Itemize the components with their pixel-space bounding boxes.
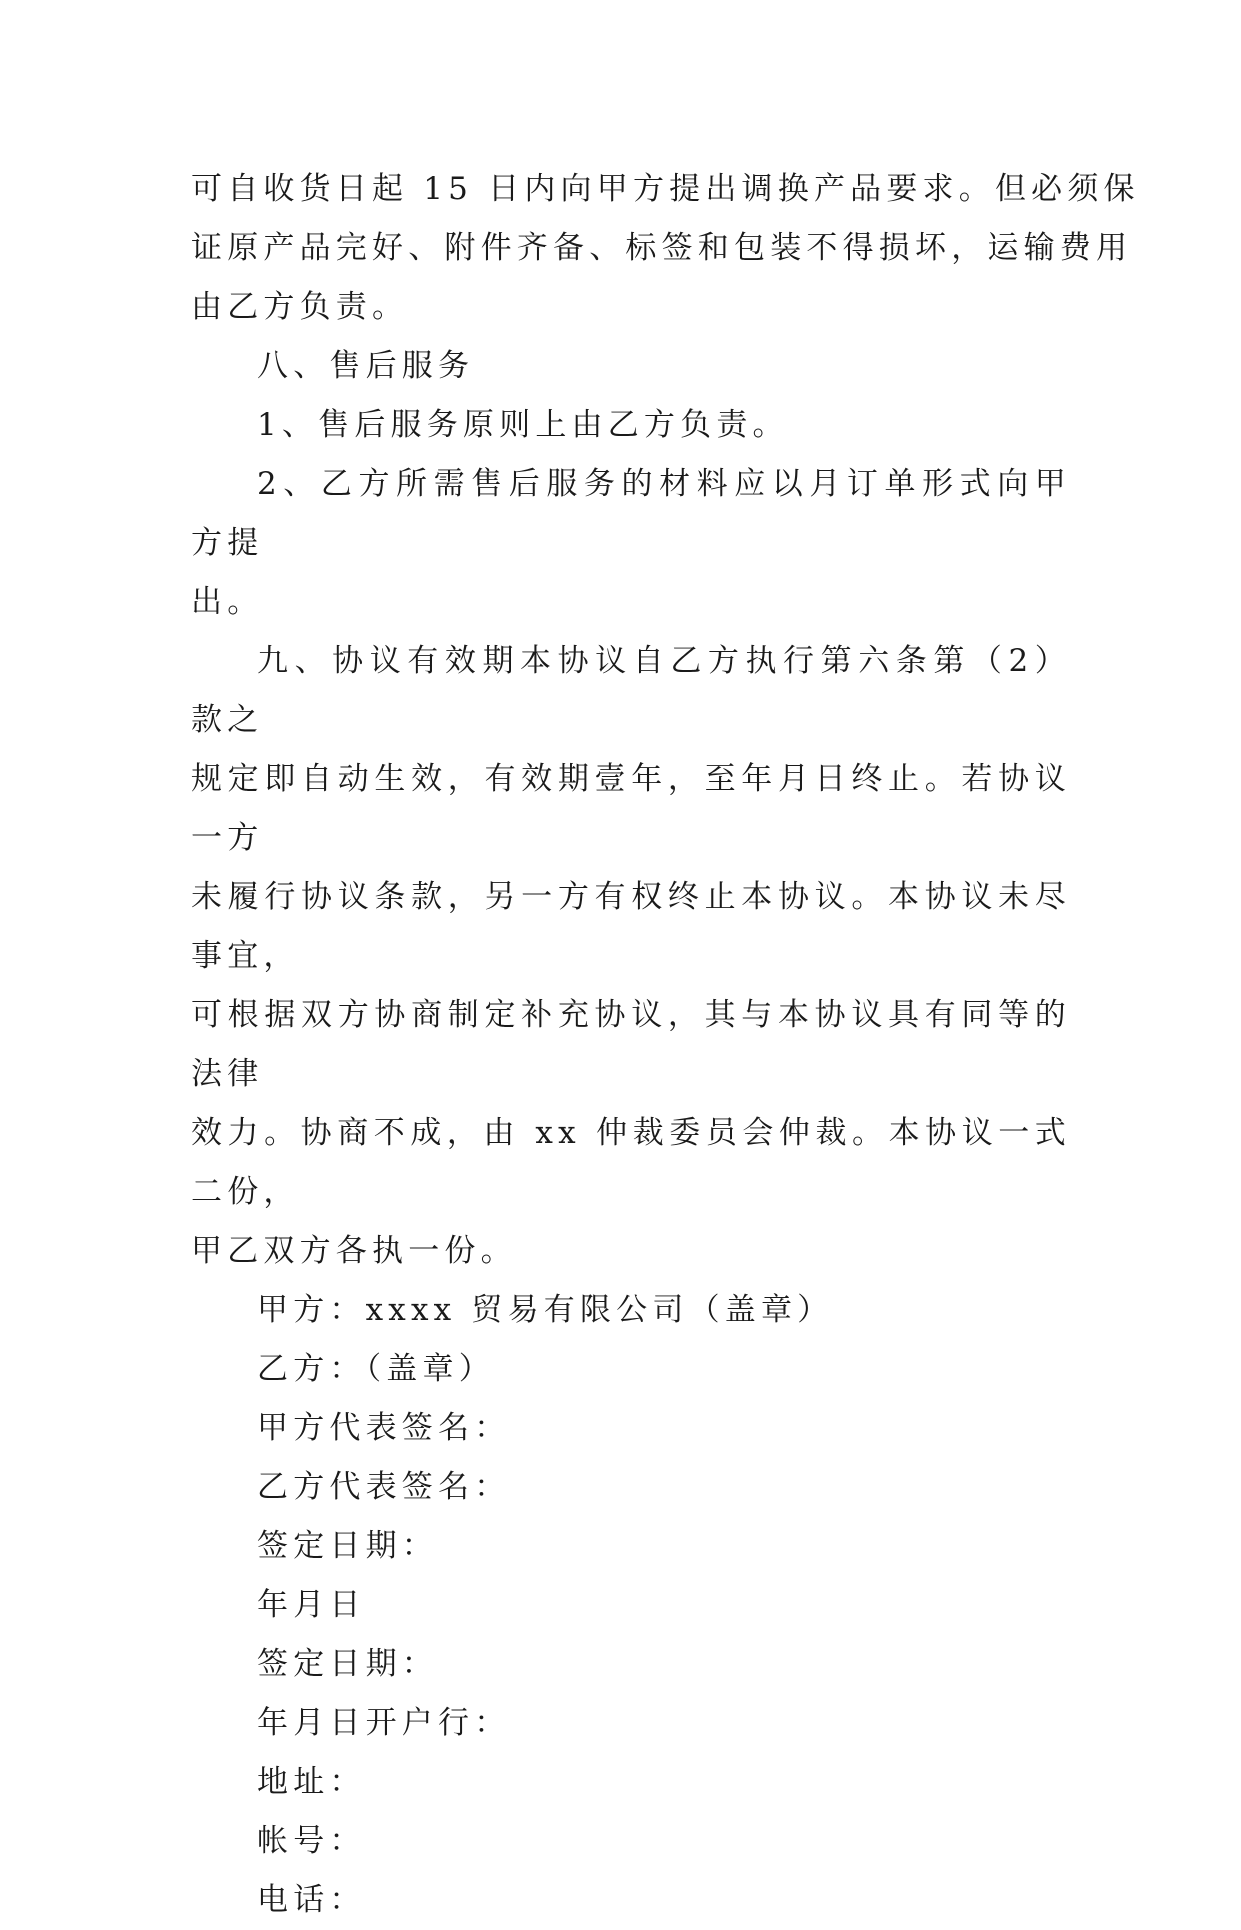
text-line: 出。 [191, 584, 264, 620]
text-line: 2、乙方所需售后服务的材料应以月订单形式向甲方提 [191, 466, 1071, 561]
phone-line [191, 1871, 1071, 1930]
text-line: 年月日 [257, 1587, 366, 1623]
paragraph-return-terms [191, 160, 1140, 337]
text-line: 1、售后服务原则上由乙方负责。 [257, 407, 789, 443]
text-line: 由乙方负责。 [191, 289, 409, 325]
text-line: 甲方：xxxx 贸易有限公司（盖章） [257, 1292, 834, 1328]
clause-after-sales-2 [191, 455, 1071, 632]
section-validity-period [191, 632, 1071, 1281]
text-line: 甲乙双方各执一份。 [191, 1233, 517, 1269]
signing-date-label [191, 1635, 1071, 1694]
text-line: 证原产品完好、附件齐备、标签和包装不得损坏，运输费用 [191, 230, 1133, 266]
text-line: 可根据双方协商制定补充协议，其与本协议具有同等的法律 [191, 997, 1071, 1092]
text-line: 八、售后服务 [257, 348, 475, 384]
text-line: 可自收货日起 15 日内向甲方提出调换产品要求。但必须保 [191, 171, 1140, 207]
clause-after-sales-1 [191, 396, 1071, 455]
text-line: 效力。协商不成，由 xx 仲裁委员会仲裁。本协议一式二份， [191, 1115, 1071, 1210]
text-line: 年月日开户行： [257, 1705, 511, 1741]
text-line: 规定即自动生效，有效期壹年，至年月日终止。若协议一方 [191, 761, 1071, 856]
text-line: 乙方代表签名： [257, 1469, 511, 1505]
text-line: 甲方代表签名： [257, 1410, 511, 1446]
party-b-signature-line [191, 1458, 1071, 1517]
text-line: 地址： [257, 1764, 366, 1800]
account-number-line [191, 1812, 1071, 1871]
text-line: 未履行协议条款，另一方有权终止本协议。本协议未尽事宜， [191, 879, 1071, 974]
address-line [191, 1753, 1071, 1812]
text-line: 签定日期： [257, 1646, 438, 1682]
document-body [191, 160, 1140, 1930]
party-a-signature-line [191, 1399, 1071, 1458]
text-line: 乙方：（盖章） [257, 1351, 495, 1387]
text-line: 电话： [257, 1882, 366, 1918]
signing-date-label [191, 1517, 1071, 1576]
section-heading-after-sales [191, 337, 1071, 396]
party-b-line [191, 1340, 1071, 1399]
text-line: 九、协议有效期本协议自乙方执行第六条第（2）款之 [191, 643, 1071, 738]
party-a-line [191, 1281, 1071, 1340]
text-line: 签定日期： [257, 1528, 438, 1564]
date-placeholder [191, 1576, 1071, 1635]
date-bank-line [191, 1694, 1071, 1753]
text-line: 帐号： [257, 1823, 366, 1859]
